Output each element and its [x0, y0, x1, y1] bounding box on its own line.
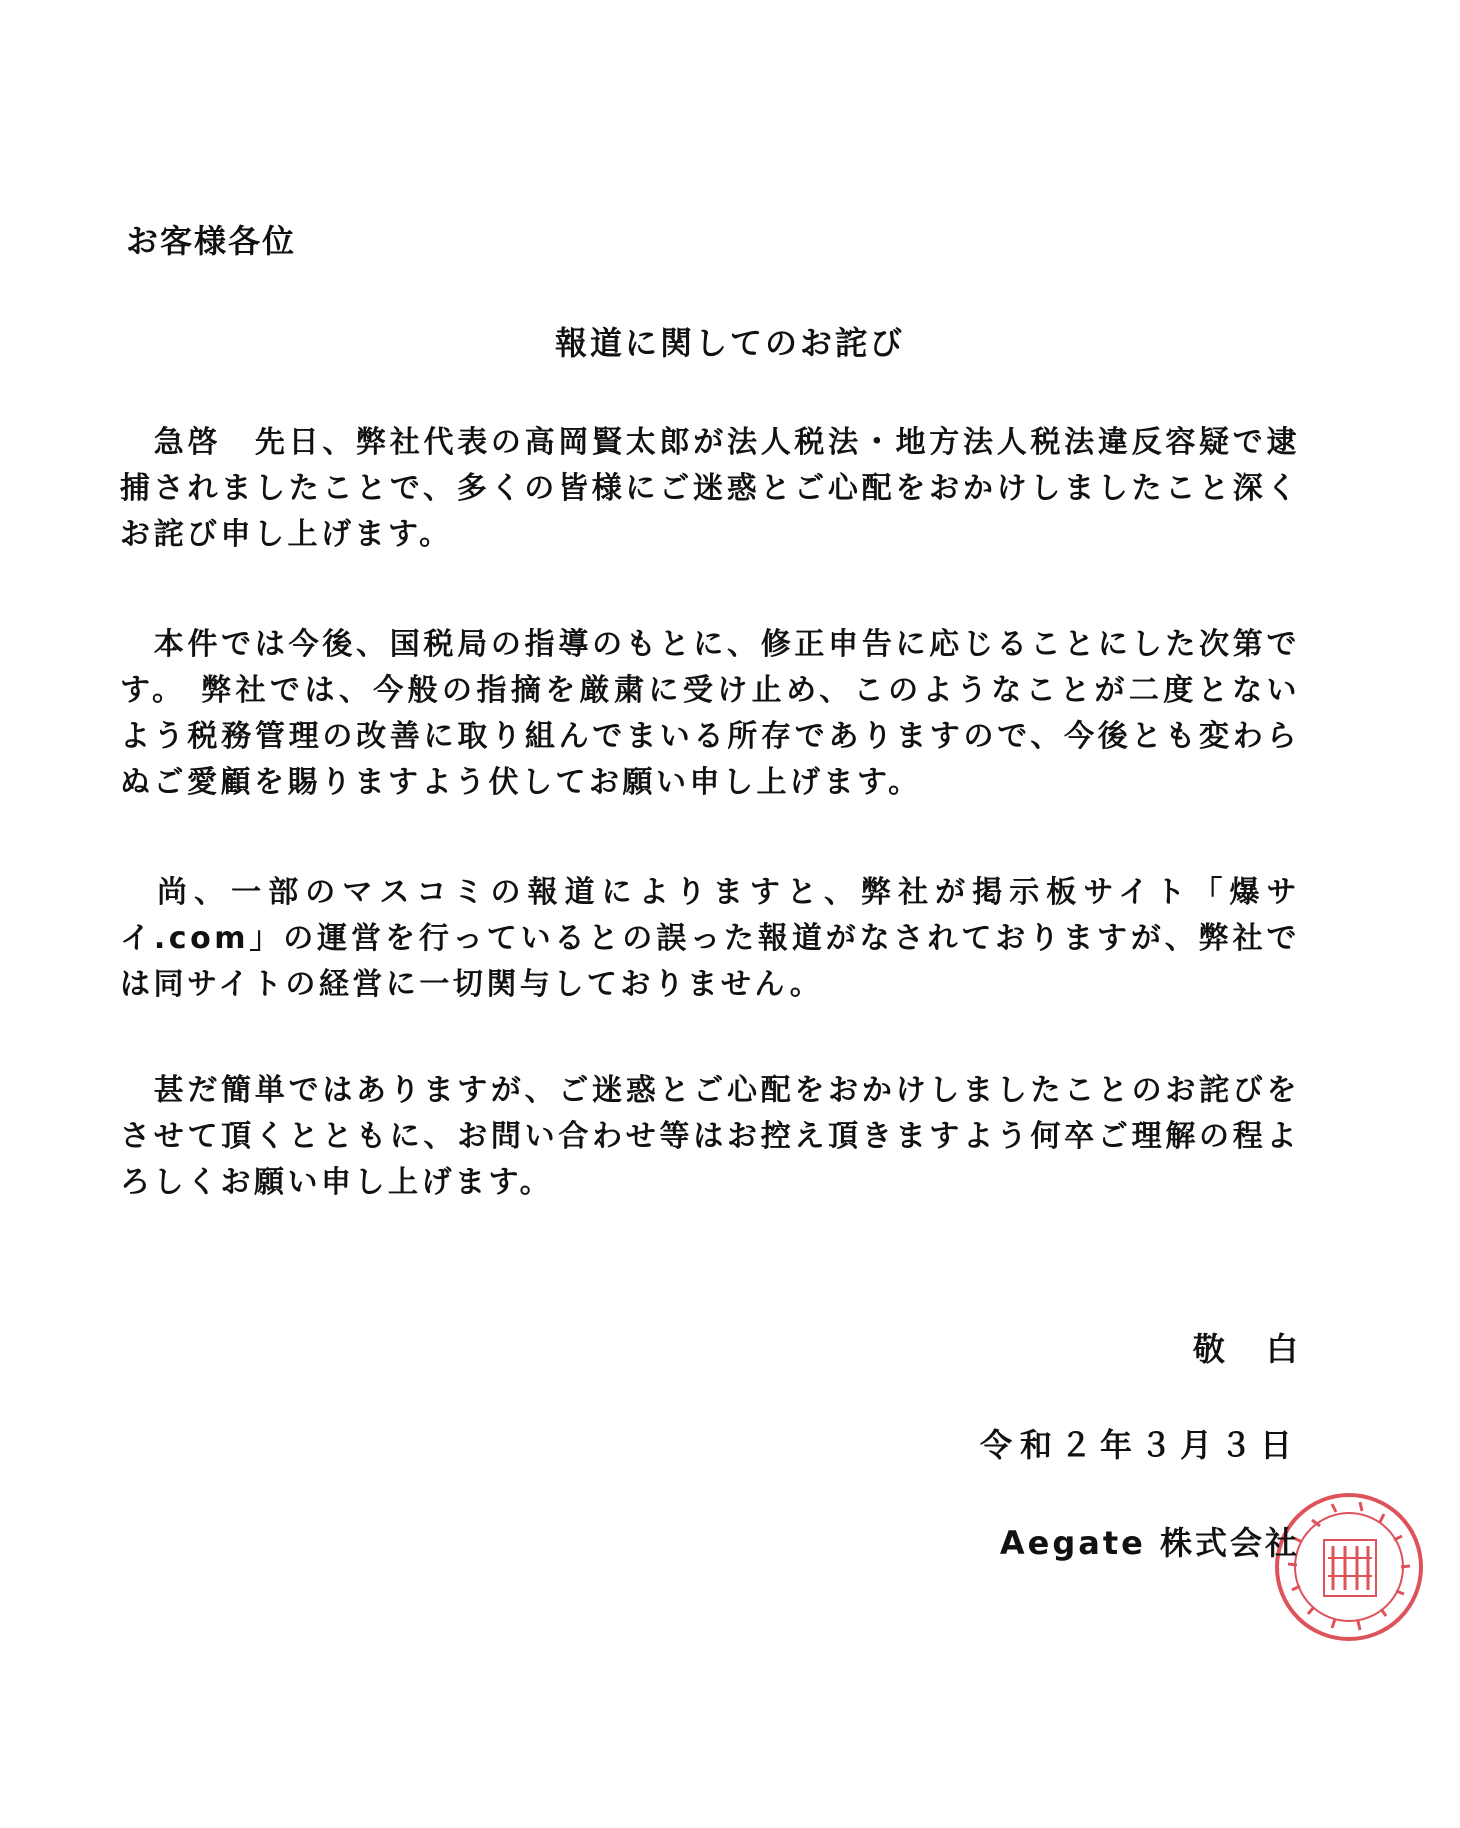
- letter-date: 令和２年３月３日: [979, 1426, 1300, 1464]
- paragraph-apology: 急啓 先日、弊社代表の高岡賢太郎が法人税法・地方法人税法違反容疑で逮捕されましたことで、多くの皆様にご迷惑とご心配をおかけしましたこと深くお詫び申し上げます。: [120, 425, 1300, 552]
- closing-phrase: 敬 白: [1192, 1330, 1300, 1368]
- paragraph-site-denial: 尚、一部のマスコミの報道によりますと、弊社が掲示板サイト「爆サイ.com」の運営を行っているとの誤った報道がなされておりますが、弊社では同サイトの経営に一切関与しておりません。: [120, 875, 1300, 1002]
- letter-title: 報道に関してのお詫び: [554, 324, 905, 362]
- seal-graphic: [1277, 1495, 1421, 1639]
- company-seal-stamp-icon: [1272, 1490, 1426, 1644]
- paragraph-tax-correction: 本件では今後、国税局の指導のもとに、修正申告に応じることにした次第です。 弊社では、今般の指摘を厳粛に受け止め、このようなことが二度とないよう税務管理の改善に取り組んでまいる所存でありますので、今後とも変わらぬご愛顧を賜りますよう伏してお願い申し上げます。: [120, 627, 1300, 800]
- addressee: お客様各位: [126, 222, 297, 260]
- paragraph-request: 甚だ簡単ではありますが、ご迷惑とご心配をおかけしましたことのお詫びをさせて頂くとともに、お問い合わせ等はお控え頂きますよう何卒ご理解の程よろしくお願い申し上げます。: [120, 1073, 1300, 1200]
- company-name: Aegate 株式会社: [999, 1524, 1300, 1562]
